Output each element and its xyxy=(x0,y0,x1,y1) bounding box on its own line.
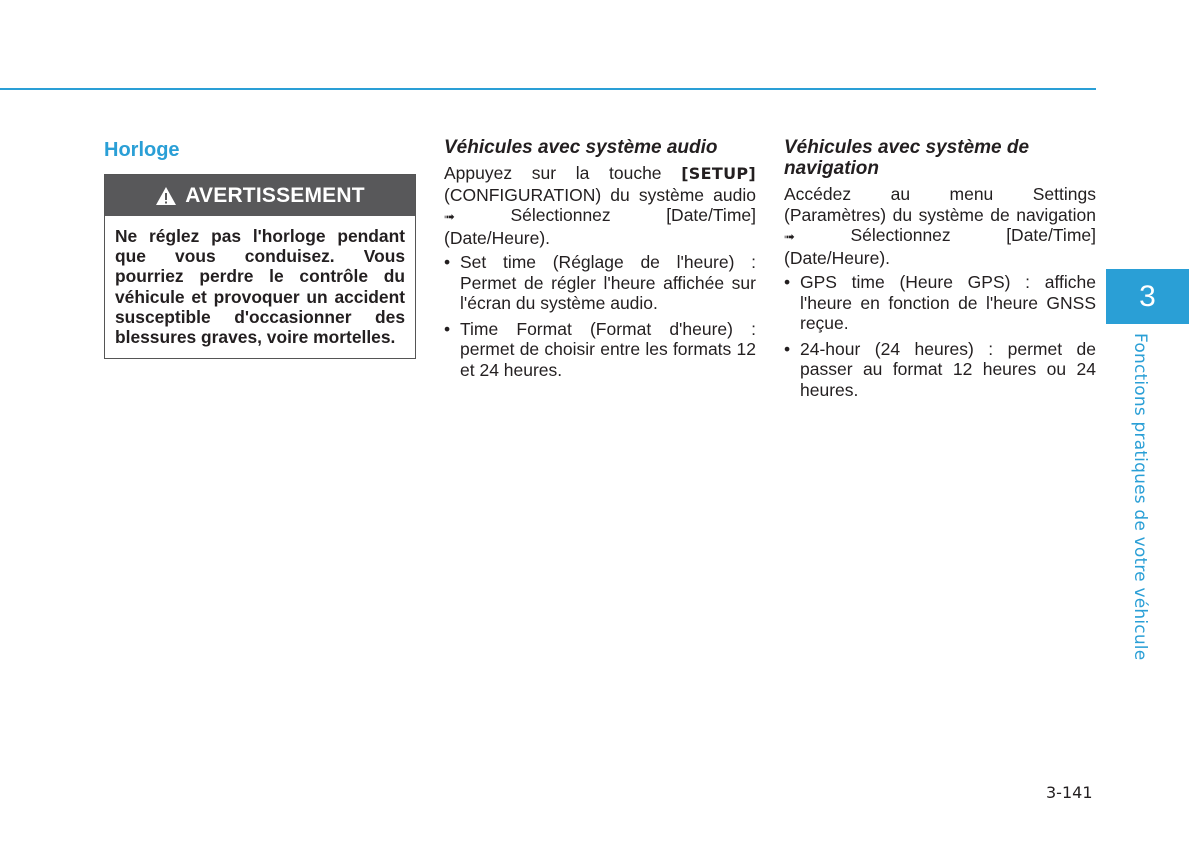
subsection-title: Véhicules avec système audio xyxy=(444,137,718,158)
chapter-title: Fonctions pratiques de votre véhicule xyxy=(1130,333,1150,661)
intro-paragraph xyxy=(784,184,1096,268)
bullet-list xyxy=(444,252,756,380)
arrow-icon: ➟ xyxy=(444,209,455,224)
list-item: • Set time (Réglage de l'heure) : Permet de régler l'heure affichée sur l'écran du système audio. xyxy=(444,252,756,314)
header-rule xyxy=(0,88,1096,90)
warning-heading: AVERTISSEMENT xyxy=(185,183,365,207)
subsection-title: Véhicules avec système de navigation xyxy=(784,137,1030,179)
list-item: • GPS time (Heure GPS) : affiche l'heure en fonction de l'heure GNSS reçue. xyxy=(784,272,1096,334)
chapter-tab: 3 xyxy=(1106,269,1189,324)
setup-key-label: [SETUP] xyxy=(681,164,756,183)
intro-text: (CONFIGURATION) du système audio xyxy=(444,184,756,205)
arrow-icon: ➟ xyxy=(784,229,795,244)
intro-text: Appuyez sur la touche xyxy=(444,163,682,183)
warning-triangle-icon xyxy=(155,186,177,206)
column-audio xyxy=(444,137,756,385)
warning-header xyxy=(105,175,415,216)
page-number: 3-141 xyxy=(1046,783,1093,802)
warning-box xyxy=(104,174,416,359)
intro-text: Sélectionnez [Date/Time] (Date/Heure). xyxy=(444,205,756,248)
column-horloge xyxy=(104,137,416,359)
list-item: • 24-hour (24 heures) : permet de passer au format 12 heures ou 24 heures. xyxy=(784,339,1096,401)
list-item: • Time Format (Format d'heure) : permet de choisir entre les formats 12 et 24 heures. xyxy=(444,319,756,381)
intro-text: Sélectionnez [Date/Time] (Date/Heure). xyxy=(784,225,1096,268)
warning-text: Ne réglez pas l'horloge pendant que vous conduisez. Vous pourriez perdre le contrôle du véhicule et provoquer un accident susceptible d'occasionner des blessures graves, voire mortelles. xyxy=(115,226,405,348)
intro-text: Accédez au menu Settings (Paramètres) du système de navigation xyxy=(784,184,1096,225)
intro-paragraph xyxy=(444,163,756,248)
column-navigation xyxy=(784,137,1096,405)
bullet-list xyxy=(784,272,1096,400)
section-title: Horloge xyxy=(104,139,180,161)
